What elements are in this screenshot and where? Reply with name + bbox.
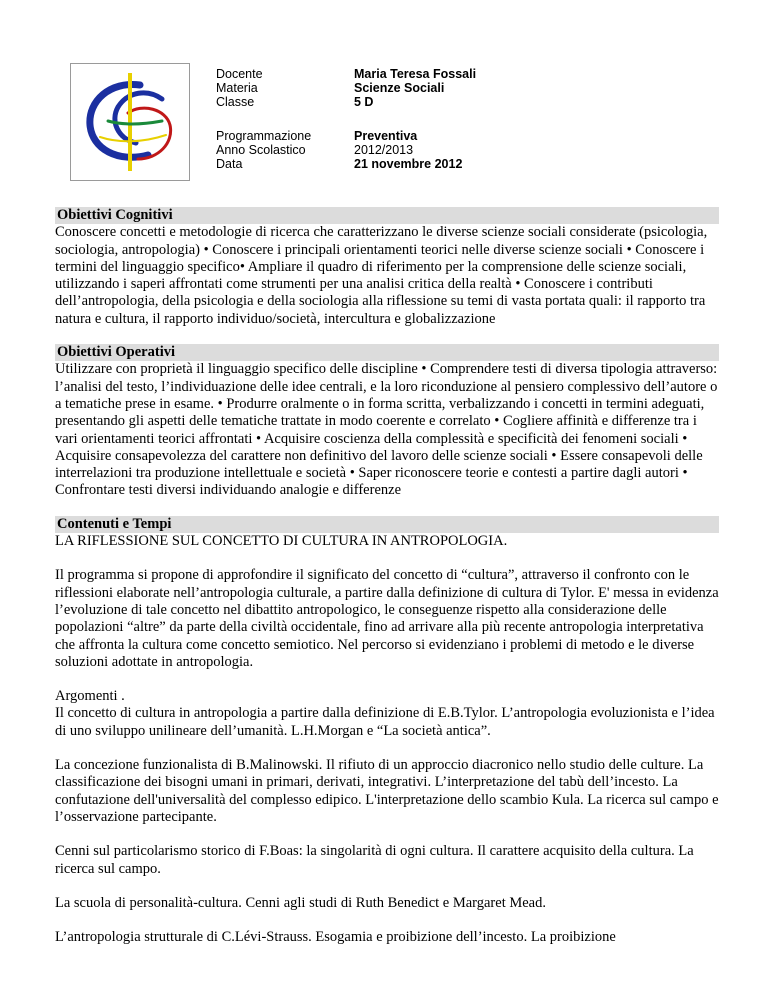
section-title: Obiettivi Cognitivi: [55, 207, 719, 224]
section-text: Conoscere concetti e metodologie di ricerca che caratterizzano le diverse scienze sociali considerate (psicologia, sociologia, antropologia) • Conoscere i principali orientamenti teorici nelle diverse scienze sociali • Conoscere i termini del linguaggio specifico• Ampliare il quadro di riferimento per la comprensione delle scienze sociali, utilizzando i saperi affrontati come strumenti per una analisi critica della realtà • Conoscere i contributi dell’antropologia, della psicologia e della sociologia alla riflessione su temi di vasta portata quali: il rapporto tra natura e cultura, il rapporto individuo/società, intercultura e globalizzazione: [55, 224, 708, 327]
section-obiettivi-cognitivi: [55, 207, 719, 328]
section-title: Contenuti e Tempi: [55, 516, 719, 533]
value-docente: Maria Teresa Fossali: [354, 67, 477, 81]
header-values: [354, 67, 476, 171]
value-classe: 5 D: [354, 95, 374, 109]
topic-paragraph: La scuola di personalità-cultura. Cenni agli studi di Ruth Benedict e Margaret Mead.: [55, 894, 546, 911]
section-contenuti-tempi: [55, 516, 719, 947]
value-programmazione: Preventiva: [354, 129, 418, 143]
section-obiettivi-operativi: [55, 344, 719, 500]
value-data: 21 novembre 2012: [354, 157, 463, 171]
topic-paragraph: Il concetto di cultura in antropologia a partire dalla definizione di E.B.Tylor. L’antropologia evoluzionista e l’idea di uno sviluppo unilineare dell’umanità. L.H.Morgan e “La società antica”.: [55, 705, 715, 739]
section-title: Obiettivi Operativi: [55, 344, 719, 361]
intro-paragraph: Il programma si propone di approfondire il significato del concetto di “cultura”, attraverso il confronto con le riflessioni elaborate nell’antropologia culturale, a partire dalla definizione di cultura di Tylor. E' messa in evidenza l’evoluzione di tale concetto nel dibattito antropologico, le conseguenze rispetto alla considerazione delle popolazioni “altre” da parte della civiltà occidentale, fino ad arrivare alla più recente antropologia interpretativa che affronta la cultura come concetto semiotico. Nel percorso si evidenziano i problemi di metodo e le diverse soluzioni adottate in antropologia.: [55, 567, 719, 670]
topic-paragraph: L’antropologia strutturale di C.Lévi-Strauss. Esogamia e proibizione dell’incesto. La proibizione: [55, 929, 616, 946]
label-classe: Classe: [216, 95, 255, 109]
document-body: [55, 207, 719, 963]
section-subtitle: LA RIFLESSIONE SUL CONCETTO DI CULTURA IN ANTROPOLOGIA.: [55, 533, 508, 550]
label-data: Data: [216, 157, 243, 171]
value-anno-scolastico: 2012/2013: [354, 143, 414, 157]
topic-paragraph: La concezione funzionalista di B.Malinowski. Il rifiuto di un approccio diacronico nello studio delle culture. La classificazione dei bisogni umani in primari, derivati, integrativi. L’interpretazione del tabù dell’incesto. La confutazione dell'universalità del complesso edipico. L'interpretazione dello scambio Kula. La ricerca sul campo e l’osservazione partecipante.: [55, 757, 719, 825]
school-logo-icon: [70, 63, 190, 181]
school-logo: [70, 63, 190, 181]
section-text: Utilizzare con proprietà il linguaggio specifico delle discipline • Comprendere testi di diversa tipologia attraverso: l’analisi del testo, l’individuazione delle idee centrali, e la loro riconduzione al pensiero complessivo dell’autore o a tematiche prese in esame. • Produrre oralmente o in forma scritta, verbalizzando i concetti in termini adeguati, presentando gli aspetti delle tematiche trattate in modo coerente e correlato • Cogliere affinità e differenze tra i vari orientamenti teorici affrontati • Acquisire coscienza della complessità e specificità dei fenomeni sociali • Acquisire consapevolezza del carattere non definitivo del lavoro delle scienze sociali • Essere consapevoli delle interrelazioni tra produzione intellettuale e società • Saper riconoscere teorie e contesti a partire dagli autori • Confrontare testi diversi individuando analogie e differenze: [55, 361, 718, 499]
header-labels: [216, 67, 311, 171]
label-materia: Materia: [216, 81, 258, 95]
label-anno-scolastico: Anno Scolastico: [216, 143, 306, 157]
label-programmazione: Programmazione: [216, 129, 312, 143]
topic-paragraph: Cenni sul particolarismo storico di F.Boas: la singolarità di ogni cultura. Il carattere acquisito della cultura. La ricerca sul campo.: [55, 843, 694, 877]
value-materia: Scienze Sociali: [354, 81, 445, 95]
label-docente: Docente: [216, 67, 263, 81]
argomenti-label: Argomenti .: [55, 688, 125, 705]
